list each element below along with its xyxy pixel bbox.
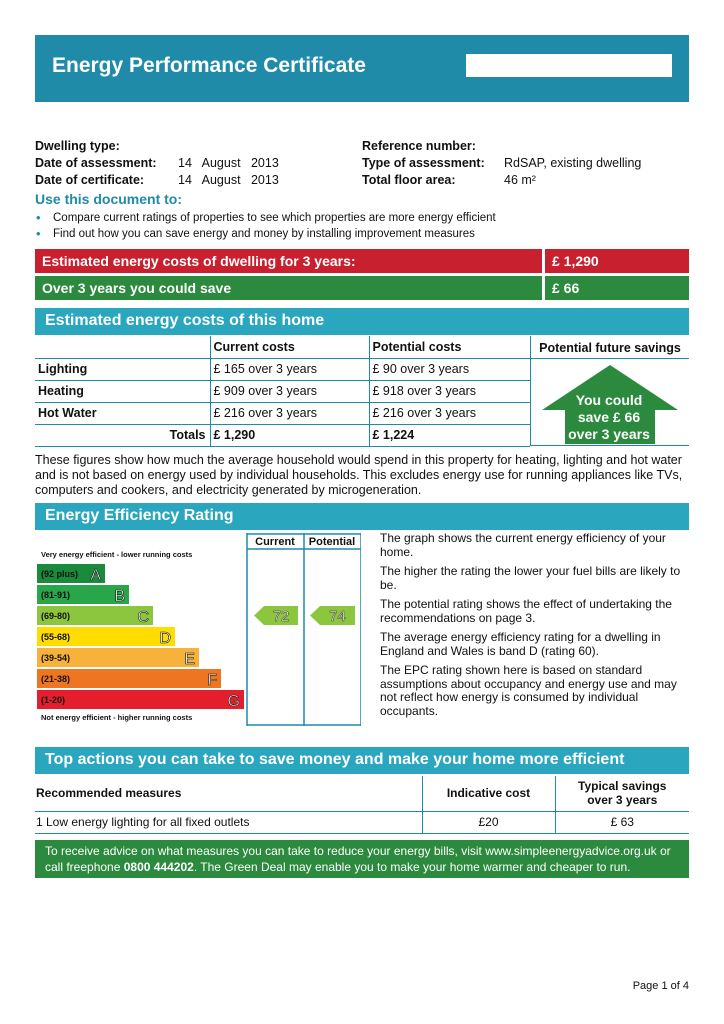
- measures-header: Recommended measures: [35, 776, 422, 811]
- date-assessment-label: Date of assessment:: [35, 156, 157, 170]
- current-cost: £ 216 over 3 years: [210, 402, 369, 424]
- band-letter: A: [90, 567, 101, 584]
- band-letter: G: [227, 693, 240, 710]
- table-row: [35, 380, 530, 402]
- row-label: Lighting: [35, 358, 210, 380]
- explain-paragraph: The potential rating shows the effect of undertaking the recommendations on page 3.: [380, 597, 672, 625]
- advice-line-2: [45, 860, 689, 876]
- band-letter: F: [207, 672, 217, 689]
- rating-explanation: [380, 532, 689, 724]
- savings-band: [35, 276, 689, 300]
- totals-potential: £ 1,224: [369, 424, 530, 446]
- advice-box: [35, 840, 689, 878]
- costs-explanation: These figures show how much the average household would spend in this property for heating, lighting and hot water and is not based on energy used by individual households. This excludes energy use for running appliances like TVs, computers and cookers, and electricity generated by microgeneration.: [35, 453, 683, 497]
- rating-band-g: [37, 690, 244, 709]
- band-range-label: (39-54): [41, 653, 71, 663]
- dwelling-info-right: [362, 138, 641, 189]
- row-label: Heating: [35, 380, 210, 402]
- band-letter: D: [159, 630, 171, 647]
- advice-line: To receive advice on what measures you can take to reduce your energy bills, visit www.simpleenergyadvice.org.uk or: [45, 844, 671, 858]
- date-certificate-label: Date of certificate:: [35, 173, 145, 187]
- use-document-title: Use this document to:: [35, 191, 183, 207]
- page-title: Energy Performance Certificate: [52, 54, 366, 77]
- save-line: save £ 66: [577, 409, 641, 425]
- cost-cell: £20: [422, 811, 555, 833]
- savings-header: [555, 776, 689, 811]
- top-note: Very energy efficient - lower running costs: [41, 550, 193, 559]
- dwelling-type-label: Dwelling type:: [35, 139, 120, 153]
- totals-label: Totals: [35, 424, 210, 446]
- measure-cell: 1 Low energy lighting for all fixed outlets: [35, 811, 422, 833]
- cost-header: Indicative cost: [422, 776, 555, 811]
- certificate-header: [35, 35, 689, 102]
- table-row: [35, 358, 530, 380]
- current-column-header: Current: [255, 536, 295, 548]
- actions-section-title: Top actions you can take to save money and make your home more efficient: [35, 747, 689, 774]
- explain-paragraph: The higher the rating the lower your fuel bills are likely to be.: [380, 564, 681, 592]
- date-assessment-value: 14 August 2013: [178, 156, 279, 170]
- freephone-number: 0800 444202: [123, 859, 194, 874]
- advice-suffix: . The Green Deal may enable you to make your home warmer and cheaper to run.: [193, 859, 631, 874]
- savings-label: Over 3 years you could save: [35, 276, 542, 300]
- costs-section-title: Estimated energy costs of this home: [35, 308, 689, 335]
- explain-paragraph: The graph shows the current energy efficiency of your home.: [380, 531, 666, 559]
- current-cost: £ 909 over 3 years: [210, 380, 369, 402]
- bottom-note: Not energy efficient - higher running costs: [41, 713, 193, 722]
- table-row: [35, 811, 689, 833]
- potential-cost: £ 918 over 3 years: [369, 380, 530, 402]
- band-range-label: (69-80): [41, 611, 71, 621]
- page-number: Page 1 of 4: [632, 980, 689, 992]
- advice-prefix: call freephone: [45, 859, 124, 874]
- potential-cost: £ 216 over 3 years: [369, 402, 530, 424]
- current-cost: £ 165 over 3 years: [210, 358, 369, 380]
- savings-header-line: Typical savings: [578, 779, 667, 794]
- reference-label: Reference number:: [362, 139, 476, 153]
- savings-header-line: over 3 years: [587, 793, 658, 808]
- band-range-label: (92 plus): [41, 569, 79, 579]
- potential-cost: £ 90 over 3 years: [369, 358, 530, 380]
- band-range-label: (55-68): [41, 632, 71, 642]
- table-header: [35, 336, 210, 358]
- energy-cost-band: [35, 249, 689, 273]
- savings-cell: £ 63: [555, 811, 689, 833]
- potential-column-header: Potential: [308, 536, 356, 548]
- band-range-label: (1-20): [41, 695, 66, 705]
- future-savings-header: Potential future savings: [531, 336, 689, 359]
- save-line: You could: [575, 392, 643, 408]
- list-item: • Find out how you can save energy and money by installing improvement measures: [35, 227, 496, 243]
- costs-table: [35, 336, 530, 447]
- rating-section-title: Energy Efficiency Rating: [35, 503, 689, 530]
- savings-value: £ 66: [545, 276, 689, 300]
- explain-paragraph: The average energy efficiency rating for a dwelling in England and Wales is band D (rating 60).: [380, 630, 661, 658]
- table-header: Current costs: [210, 336, 369, 358]
- efficiency-rating-chart: [35, 533, 361, 726]
- floor-area-value: 46 m²: [504, 173, 536, 187]
- table-row: [35, 402, 530, 424]
- band-range-label: (81-91): [41, 590, 71, 600]
- reference-box: [466, 54, 672, 77]
- actions-table: [35, 776, 689, 834]
- table-header: Potential costs: [369, 336, 530, 358]
- dwelling-info-left: [35, 138, 279, 189]
- totals-row: [35, 424, 530, 446]
- floor-area-label: Total floor area:: [362, 173, 456, 187]
- current-rating-value: 72: [272, 608, 290, 625]
- totals-current: £ 1,290: [210, 424, 369, 446]
- band-range-label: (21-38): [41, 674, 71, 684]
- rating-graph: [35, 533, 361, 726]
- savings-arrow-text: [543, 392, 675, 443]
- energy-cost-label: Estimated energy costs of dwelling for 3 years:: [35, 249, 542, 273]
- type-assessment-value: RdSAP, existing dwelling: [504, 156, 642, 170]
- band-letter: C: [137, 609, 149, 626]
- use-bullets: [35, 211, 496, 242]
- table-header-row: [35, 776, 689, 811]
- list-item: • Compare current ratings of properties to see which properties are more energy efficient: [35, 211, 496, 227]
- band-letter: B: [114, 588, 125, 605]
- potential-future-savings: [530, 336, 689, 446]
- save-line: over 3 years: [568, 426, 650, 442]
- energy-cost-value: £ 1,290: [545, 249, 689, 273]
- potential-rating-value: 74: [329, 608, 346, 625]
- type-assessment-label: Type of assessment:: [362, 156, 485, 170]
- explain-paragraph: The EPC rating shown here is based on standard assumptions about occupancy and energy use and may not reflect how energy is consumed by individual occupants.: [380, 663, 677, 718]
- row-label: Hot Water: [35, 402, 210, 424]
- date-certificate-value: 14 August 2013: [178, 173, 279, 187]
- table-header-row: [35, 336, 530, 358]
- band-letter: E: [184, 651, 195, 668]
